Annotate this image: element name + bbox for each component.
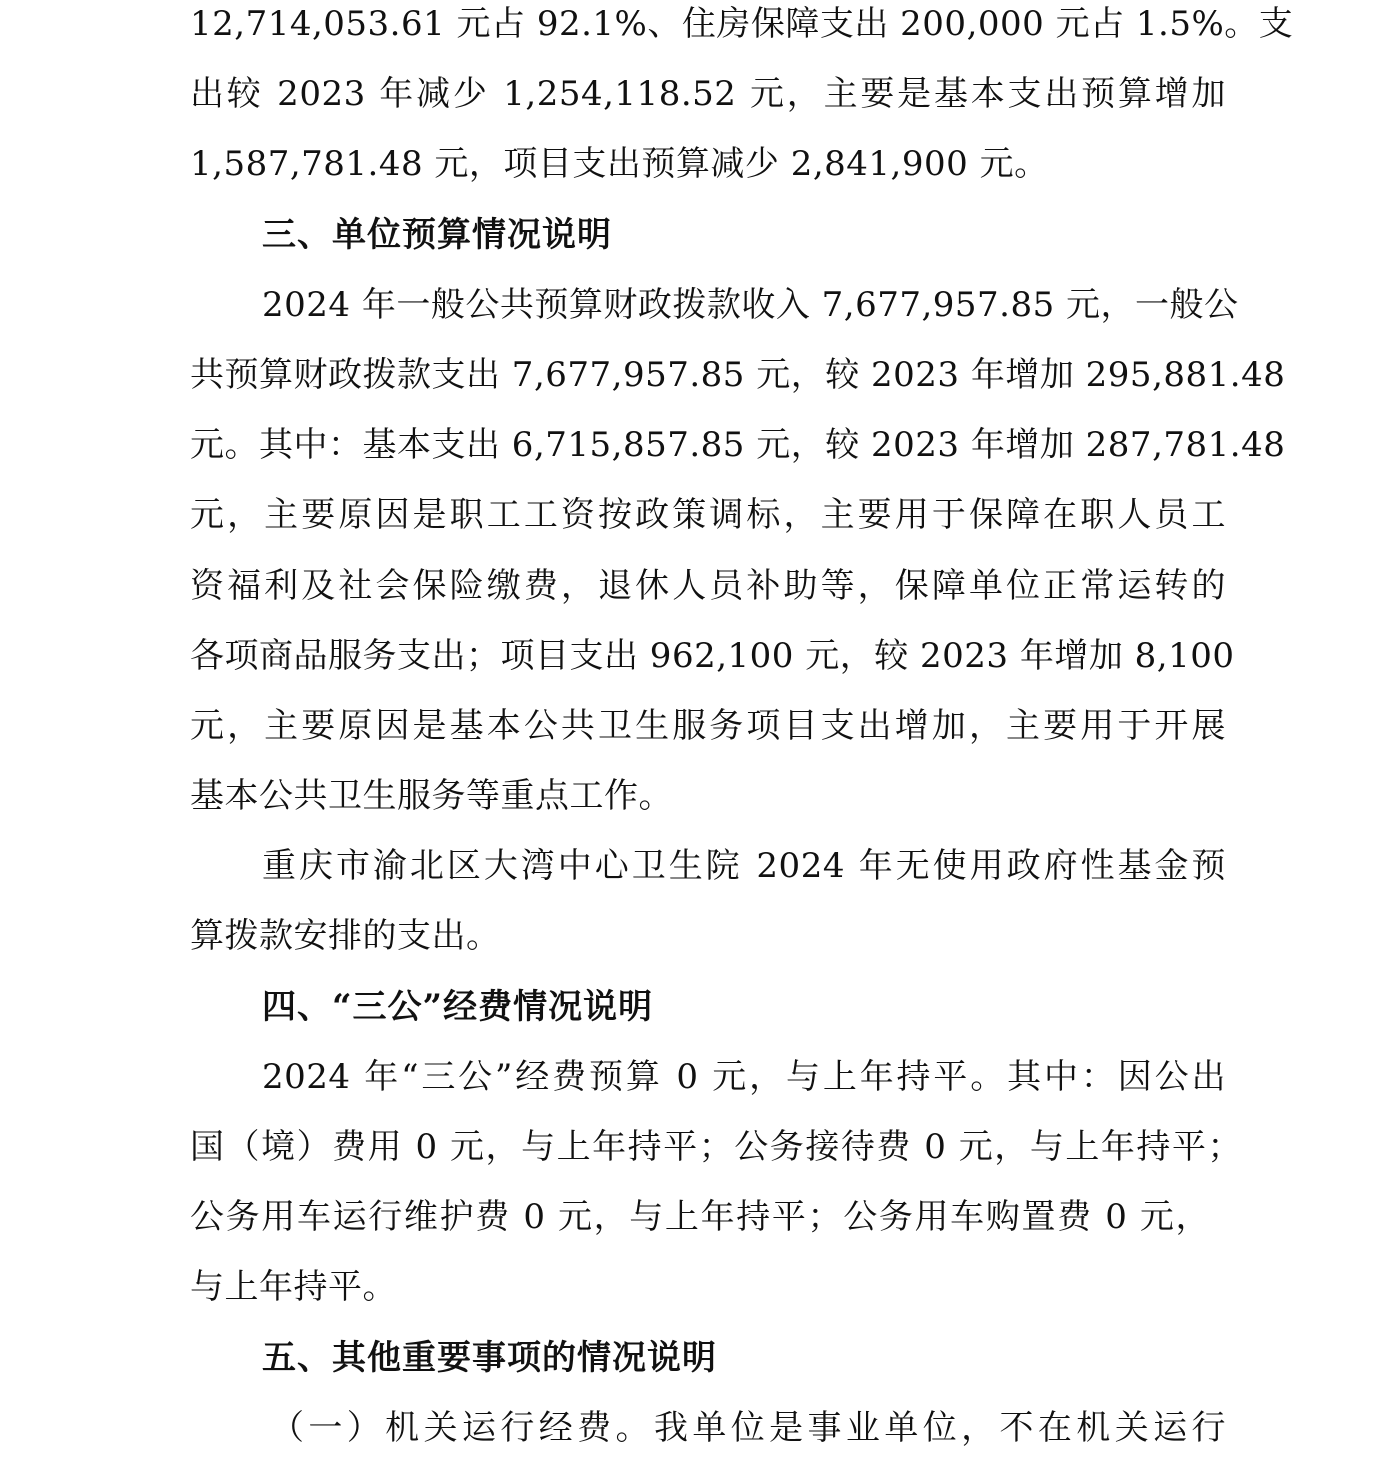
paragraph-line: 与上年持平。 <box>190 1267 397 1308</box>
paragraph-line: 重庆市渝北区大湾中心卫生院 2024 年无使用政府性基金预 <box>262 846 1226 887</box>
paragraph-line: 国（境）费用 0 元，与上年持平；公务接待费 0 元，与上年持平； <box>190 1127 1242 1167</box>
paragraph-line: 2024 年一般公共预算财政拨款收入 7,677,957.85 元，一般公 <box>262 284 1239 325</box>
paragraph-line: 算拨款安排的支出。 <box>190 916 501 957</box>
paragraph-line: 元，主要原因是职工工资按政策调标，主要用于保障在职人员工 <box>190 495 1226 536</box>
section-heading: 五、其他重要事项的情况说明 <box>262 1337 717 1378</box>
paragraph-line: 基本公共卫生服务等重点工作。 <box>190 776 673 817</box>
paragraph-line: 元，主要原因是基本公共卫生服务项目支出增加，主要用于开展 <box>190 705 1226 746</box>
paragraph-line: 12,714,053.61 元占 92.1%、住房保障支出 200,000 元占 1.5%。支 <box>190 4 1294 44</box>
paragraph-line: 出较 2023 年减少 1,254,118.52 元，主要是基本支出预算增加 <box>190 74 1226 115</box>
paragraph-line: 共预算财政拨款支出 7,677,957.85 元，较 2023 年增加 295,881.48 <box>190 354 1286 395</box>
paragraph-line: 2024 年“三公”经费预算 0 元，与上年持平。其中：因公出 <box>262 1056 1226 1097</box>
paragraph-line: 元。其中：基本支出 6,715,857.85 元，较 2023 年增加 287,781.48 <box>190 425 1286 466</box>
document-page <box>190 0 1294 1463</box>
paragraph-line: 资福利及社会保险缴费，退休人员补助等，保障单位正常运转的 <box>190 565 1226 606</box>
paragraph-line: （一）机关运行经费。我单位是事业单位，不在机关运行 <box>270 1407 1226 1448</box>
paragraph-line: 公务用车运行维护费 0 元，与上年持平；公务用车购置费 0 元， <box>190 1197 1210 1238</box>
section-heading: 四、“三公”经费情况说明 <box>262 986 654 1027</box>
paragraph-line: 各项商品服务支出；项目支出 962,100 元，较 2023 年增加 8,100 <box>190 635 1235 676</box>
paragraph-line: 1,587,781.48 元，项目支出预算减少 2,841,900 元。 <box>190 144 1049 185</box>
section-heading: 三、单位预算情况说明 <box>262 214 612 255</box>
